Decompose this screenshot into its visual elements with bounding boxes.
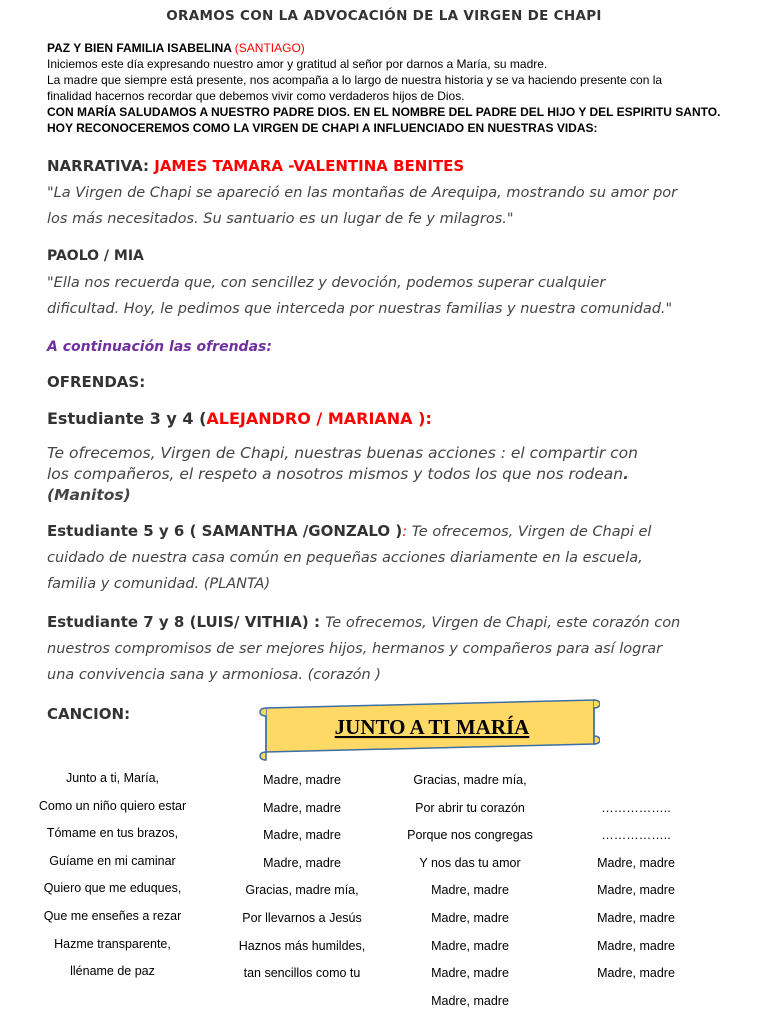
paolo-heading: PAOLO / MIA (47, 248, 144, 264)
paolo-line: "Ella nos recuerda que, con sencillez y devoción, podemos superar cualquier (47, 275, 606, 291)
est34-names: ALEJANDRO / MARIANA ): (206, 409, 432, 428)
song-column-4 (570, 767, 702, 988)
est78-line: Te ofrecemos, Virgen de Chapi, este corazón con (325, 615, 681, 631)
paolo-text (47, 270, 672, 322)
intro-line: CON MARÍA SALUDAMOS A NUESTRO PADRE DIOS. EN EL NOMBRE DEL PADRE DEL HIJO Y DEL ESPIRITU SANTO. (47, 105, 721, 119)
song-line: Haznos más humildes, (238, 938, 366, 953)
song-line: Madre, madre (597, 966, 675, 981)
est56-line: Te ofrecemos, Virgen de Chapi el (407, 524, 652, 540)
song-title-banner (256, 696, 600, 762)
est34-heading (47, 409, 432, 428)
song-line: Gracias, madre mía, (413, 773, 527, 787)
song-column-2 (212, 767, 392, 988)
est78-line: una convivencia sana y armoniosa. (corazón ) (47, 667, 381, 683)
song-line: tan sencillos como tu (243, 966, 361, 981)
song-line: Gracias, madre mía, (245, 883, 359, 898)
paolo-line: dificultad. Hoy, le pedimos que interceda por nuestras familias y nuestra comunidad." (47, 301, 673, 317)
song-line: Madre, madre (597, 910, 675, 925)
song-line: …………….. (601, 800, 671, 815)
cancion-heading: CANCION: (47, 705, 131, 723)
est34-object: (Manitos) (47, 486, 131, 504)
song-line: Madre, madre (263, 828, 341, 843)
est78-block (47, 609, 680, 688)
song-line (570, 767, 702, 795)
est78-names: (LUIS/ VITHIA (189, 613, 302, 631)
est56-line: familia y comunidad. (PLANTA) (47, 576, 271, 592)
song-line: Madre, madre (597, 883, 675, 898)
song-column-1 (20, 765, 205, 986)
song-line: Madre, madre (431, 883, 509, 898)
song-line: Madre, madre (431, 938, 509, 953)
intro-greeting (47, 40, 737, 56)
est34-period: . (623, 465, 629, 483)
song-line: Madre, madre (431, 910, 509, 925)
song-line: Madre, madre (597, 938, 675, 953)
narrativa-line: los más necesitados. Su santuario es un lugar de fe y milagros." (47, 211, 514, 227)
greeting-location: (SANTIAGO) (234, 41, 305, 55)
intro-line: Iniciemos este día expresando nuestro amor y gratitud al señor por darnos a María, su madre. (47, 57, 548, 71)
song-line: Y nos das tu amor (419, 855, 521, 870)
est78-line: nuestros compromisos de ser mejores hijos, hermanos y compañeros para así lograr (47, 641, 663, 657)
intro-block (47, 40, 737, 136)
song-line: Quiero que me eduques, (43, 881, 182, 896)
est34-line: Te ofrecemos, Virgen de Chapi, nuestras buenas acciones : el compartir con (47, 444, 638, 462)
est34-text (47, 443, 638, 506)
song-line: Junto a ti, María, (65, 771, 160, 785)
narrativa-text (47, 180, 677, 232)
intro-line: La madre que siempre está presente, nos acompaña a lo largo de nuestra historia y se va haciendo presente con la (47, 73, 663, 87)
song-line: Por llevarnos a Jesús (242, 910, 362, 925)
greeting-text: PAZ Y BIEN FAMILIA ISABELINA (47, 41, 235, 55)
song-line: Que me enseñes a rezar (43, 908, 182, 923)
continuacion-text: A continuación las ofrendas: (47, 339, 272, 355)
song-line: Por abrir tu corazón (415, 800, 525, 815)
song-line: Porque nos congregas (407, 828, 533, 843)
song-line: Madre, madre (431, 966, 509, 981)
narrativa-line: "La Virgen de Chapi se apareció en las montañas de Arequipa, mostrando su amor por (47, 185, 678, 201)
est56-names: ( SAMANTHA /GONZALO ) (189, 522, 403, 540)
ofrendas-heading: OFRENDAS: (47, 373, 146, 391)
est56-colon: : (402, 524, 408, 540)
intro-line: HOY RECONOCEREMOS COMO LA VIRGEN DE CHAPI A INFLUENCIADO EN NUESTRAS VIDAS: (47, 121, 598, 135)
intro-line: finalidad hacernos recordar que debemos vivir como verdaderos hijos de Dios. (47, 89, 465, 103)
song-column-3 (380, 767, 560, 1015)
song-line: Tómame en tus brazos, (46, 826, 179, 841)
song-line: lléname de paz (70, 964, 155, 979)
song-line: Madre, madre (597, 855, 675, 870)
song-line: Madre, madre (263, 855, 341, 870)
est34-line: los compañeros, el respeto a nosotros mismos y todos los que nos rodean (47, 465, 624, 483)
song-line: Madre, madre (263, 800, 341, 815)
song-line: Como un niño quiero estar (38, 798, 187, 813)
song-line: Hazme transparente, (54, 936, 171, 951)
est78-label: Estudiante 7 y 8 (47, 613, 190, 631)
est56-line: cuidado de nuestra casa común en pequeñas acciones diariamente en la escuela, (47, 550, 643, 566)
song-line: Madre, madre (431, 993, 509, 1008)
est56-block (47, 518, 651, 597)
page-title: ORAMOS CON LA ADVOCACIÓN DE LA VIRGEN DE CHAPI (166, 8, 602, 24)
narrativa-names: JAMES TAMARA -VALENTINA BENITES (154, 157, 465, 175)
song-line: Guíame en mi caminar (49, 853, 176, 868)
est78-close: ) : (301, 613, 326, 631)
narrativa-label: NARRATIVA: (47, 157, 155, 175)
song-title: JUNTO A TI MARÍA (334, 715, 530, 739)
est34-label: Estudiante 3 y 4 ( (47, 409, 207, 428)
est56-label: Estudiante 5 y 6 (47, 522, 190, 540)
song-line: …………….. (601, 828, 671, 843)
song-line: Madre, madre (263, 773, 341, 787)
narrativa-heading (47, 157, 464, 175)
